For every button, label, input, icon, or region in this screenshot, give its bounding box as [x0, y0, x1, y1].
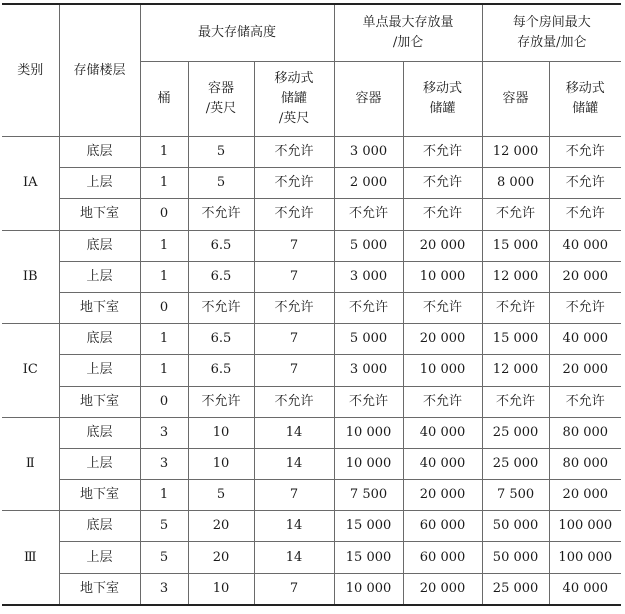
header-single-point-line1: 单点最大存放量	[362, 15, 454, 30]
table-row	[2, 417, 621, 448]
cell-container-h: 不允许	[188, 386, 254, 417]
category-cell: ⅠA	[2, 137, 59, 231]
cell-barrel: 0	[140, 199, 188, 230]
table-row	[2, 448, 621, 479]
cell-floor: 底层	[59, 417, 140, 448]
cell-pr-container: 12 000	[482, 261, 549, 292]
cell-portable-h: 不允许	[254, 386, 334, 417]
table-row	[2, 324, 621, 355]
table-row	[2, 573, 621, 605]
category-cell: Ⅲ	[2, 511, 59, 605]
cell-barrel: 3	[140, 417, 188, 448]
cell-portable-h: 14	[254, 448, 334, 479]
cell-pr-container: 不允许	[482, 386, 549, 417]
header-container-ft-line1: 容器	[207, 81, 234, 96]
cell-portable-h: 不允许	[254, 168, 334, 199]
cell-portable-h: 不允许	[254, 137, 334, 168]
cell-sp-container: 15 000	[334, 511, 403, 542]
cell-container-h: 6.5	[188, 261, 254, 292]
table-row	[2, 261, 621, 292]
cell-sp-container: 3 000	[334, 261, 403, 292]
cell-barrel: 1	[140, 137, 188, 168]
cell-sp-container: 5 000	[334, 324, 403, 355]
cell-pr-container: 25 000	[482, 417, 549, 448]
header-single-point-line2: /加仑	[392, 35, 424, 50]
cell-barrel: 3	[140, 448, 188, 479]
cell-pr-portable: 100 000	[549, 511, 621, 542]
header-floor-text: 存储楼层	[73, 62, 126, 78]
cell-pr-container: 50 000	[482, 542, 549, 573]
cell-sp-portable: 10 000	[403, 261, 482, 292]
header-sp-portable-line2: 储罐	[429, 101, 456, 116]
cell-barrel: 0	[140, 386, 188, 417]
cell-sp-container: 2 000	[334, 168, 403, 199]
header-portable-ft-line2: 储罐	[281, 91, 308, 106]
cell-container-h: 20	[188, 542, 254, 573]
cell-sp-portable: 20 000	[403, 480, 482, 511]
cell-portable-h: 7	[254, 480, 334, 511]
cell-floor: 上层	[59, 261, 140, 292]
table-row	[2, 292, 621, 323]
cell-barrel: 5	[140, 511, 188, 542]
cell-pr-container: 25 000	[482, 573, 549, 605]
cell-barrel: 3	[140, 573, 188, 605]
cell-pr-portable: 20 000	[549, 261, 621, 292]
cell-portable-h: 14	[254, 542, 334, 573]
cell-sp-portable: 40 000	[403, 417, 482, 448]
cell-floor: 上层	[59, 542, 140, 573]
category-cell: Ⅱ	[2, 417, 59, 511]
header-per-room-line2: 存放量/加仑	[517, 35, 587, 50]
header-sp-container	[334, 62, 403, 137]
cell-floor: 地下室	[59, 199, 140, 230]
cell-pr-portable: 不允许	[549, 137, 621, 168]
header-category	[2, 4, 59, 137]
header-sp-portable	[403, 62, 482, 137]
cell-portable-h: 7	[254, 573, 334, 605]
cell-barrel: 1	[140, 168, 188, 199]
category-cell: ⅠC	[2, 324, 59, 418]
category-cell: ⅠB	[2, 230, 59, 324]
cell-pr-portable: 40 000	[549, 573, 621, 605]
cell-sp-portable: 10 000	[403, 355, 482, 386]
cell-sp-portable: 60 000	[403, 542, 482, 573]
cell-portable-h: 14	[254, 417, 334, 448]
cell-barrel: 1	[140, 480, 188, 511]
cell-sp-portable: 20 000	[403, 230, 482, 261]
cell-pr-portable: 80 000	[549, 417, 621, 448]
cell-pr-portable: 不允许	[549, 199, 621, 230]
table-body	[2, 137, 621, 605]
cell-container-h: 5	[188, 137, 254, 168]
cell-sp-container: 不允许	[334, 199, 403, 230]
cell-pr-portable: 40 000	[549, 324, 621, 355]
header-max-height-text: 最大存储高度	[198, 25, 277, 40]
cell-portable-h: 7	[254, 355, 334, 386]
cell-pr-container: 15 000	[482, 230, 549, 261]
header-portable-ft-line1: 移动式	[274, 71, 314, 86]
cell-portable-h: 不允许	[254, 199, 334, 230]
cell-sp-container: 3 000	[334, 355, 403, 386]
table-header	[2, 4, 621, 137]
cell-pr-container: 50 000	[482, 511, 549, 542]
cell-sp-portable: 不允许	[403, 386, 482, 417]
cell-barrel: 1	[140, 355, 188, 386]
cell-barrel: 1	[140, 230, 188, 261]
cell-sp-portable: 不允许	[403, 168, 482, 199]
table-row	[2, 168, 621, 199]
header-per-room-line1: 每个房间最大	[512, 15, 591, 30]
cell-sp-portable: 20 000	[403, 573, 482, 605]
cell-pr-portable: 不允许	[549, 168, 621, 199]
storage-limits-table	[2, 3, 621, 606]
cell-container-h: 6.5	[188, 230, 254, 261]
header-barrel-text: 桶	[157, 91, 171, 106]
cell-container-h: 20	[188, 511, 254, 542]
header-row-1	[2, 4, 621, 62]
header-pr-container-text: 容器	[502, 91, 529, 106]
cell-pr-container: 7 500	[482, 480, 549, 511]
cell-pr-portable: 100 000	[549, 542, 621, 573]
cell-floor: 底层	[59, 230, 140, 261]
header-portable-ft-line3: /英尺	[278, 111, 310, 126]
cell-barrel: 1	[140, 324, 188, 355]
header-barrel	[140, 62, 188, 137]
cell-floor: 上层	[59, 355, 140, 386]
cell-barrel: 5	[140, 542, 188, 573]
cell-floor: 上层	[59, 448, 140, 479]
cell-sp-container: 10 000	[334, 448, 403, 479]
table-row	[2, 542, 621, 573]
cell-portable-h: 14	[254, 511, 334, 542]
cell-container-h: 5	[188, 480, 254, 511]
cell-sp-portable: 不允许	[403, 199, 482, 230]
cell-portable-h: 不允许	[254, 292, 334, 323]
cell-container-h: 6.5	[188, 324, 254, 355]
cell-pr-container: 12 000	[482, 137, 549, 168]
cell-sp-container: 5 000	[334, 230, 403, 261]
header-sp-container-text: 容器	[355, 91, 382, 106]
cell-container-h: 不允许	[188, 199, 254, 230]
table-row	[2, 137, 621, 168]
cell-container-h: 6.5	[188, 355, 254, 386]
cell-floor: 地下室	[59, 292, 140, 323]
cell-sp-container: 7 500	[334, 480, 403, 511]
cell-pr-portable: 20 000	[549, 355, 621, 386]
cell-container-h: 不允许	[188, 292, 254, 323]
cell-barrel: 0	[140, 292, 188, 323]
cell-pr-container: 不允许	[482, 292, 549, 323]
cell-portable-h: 7	[254, 261, 334, 292]
cell-sp-container: 10 000	[334, 573, 403, 605]
table-row	[2, 230, 621, 261]
cell-container-h: 10	[188, 448, 254, 479]
cell-container-h: 10	[188, 573, 254, 605]
header-container-ft	[188, 62, 254, 137]
table-row	[2, 386, 621, 417]
cell-sp-portable: 20 000	[403, 324, 482, 355]
cell-sp-container: 3 000	[334, 137, 403, 168]
header-single-point	[334, 4, 482, 62]
header-category-text: 类别	[17, 62, 44, 78]
table-row	[2, 199, 621, 230]
cell-sp-portable: 60 000	[403, 511, 482, 542]
cell-sp-container: 不允许	[334, 292, 403, 323]
table-row	[2, 355, 621, 386]
cell-sp-portable: 不允许	[403, 292, 482, 323]
cell-pr-portable: 80 000	[549, 448, 621, 479]
cell-floor: 底层	[59, 137, 140, 168]
cell-floor: 地下室	[59, 573, 140, 605]
cell-pr-portable: 20 000	[549, 480, 621, 511]
cell-floor: 底层	[59, 324, 140, 355]
cell-portable-h: 7	[254, 324, 334, 355]
cell-pr-portable: 不允许	[549, 292, 621, 323]
header-pr-portable-line1: 移动式	[565, 81, 605, 96]
cell-portable-h: 7	[254, 230, 334, 261]
table-row	[2, 480, 621, 511]
header-pr-portable-line2: 储罐	[572, 101, 599, 116]
header-per-room	[482, 4, 621, 62]
cell-sp-container: 15 000	[334, 542, 403, 573]
header-pr-container	[482, 62, 549, 137]
header-pr-portable	[549, 62, 621, 137]
cell-pr-portable: 不允许	[549, 386, 621, 417]
cell-pr-container: 12 000	[482, 355, 549, 386]
header-portable-ft	[254, 62, 334, 137]
header-container-ft-line2: /英尺	[205, 101, 237, 116]
cell-sp-container: 10 000	[334, 417, 403, 448]
cell-barrel: 1	[140, 261, 188, 292]
cell-sp-portable: 40 000	[403, 448, 482, 479]
cell-pr-container: 8 000	[482, 168, 549, 199]
cell-sp-portable: 不允许	[403, 137, 482, 168]
cell-floor: 地下室	[59, 386, 140, 417]
cell-pr-container: 15 000	[482, 324, 549, 355]
cell-floor: 底层	[59, 511, 140, 542]
cell-container-h: 5	[188, 168, 254, 199]
cell-pr-portable: 40 000	[549, 230, 621, 261]
cell-pr-container: 不允许	[482, 199, 549, 230]
header-floor	[59, 4, 140, 137]
cell-floor: 地下室	[59, 480, 140, 511]
table-row	[2, 511, 621, 542]
cell-pr-container: 25 000	[482, 448, 549, 479]
header-sp-portable-line1: 移动式	[423, 81, 463, 96]
header-max-height	[140, 4, 334, 62]
cell-container-h: 10	[188, 417, 254, 448]
cell-sp-container: 不允许	[334, 386, 403, 417]
cell-floor: 上层	[59, 168, 140, 199]
